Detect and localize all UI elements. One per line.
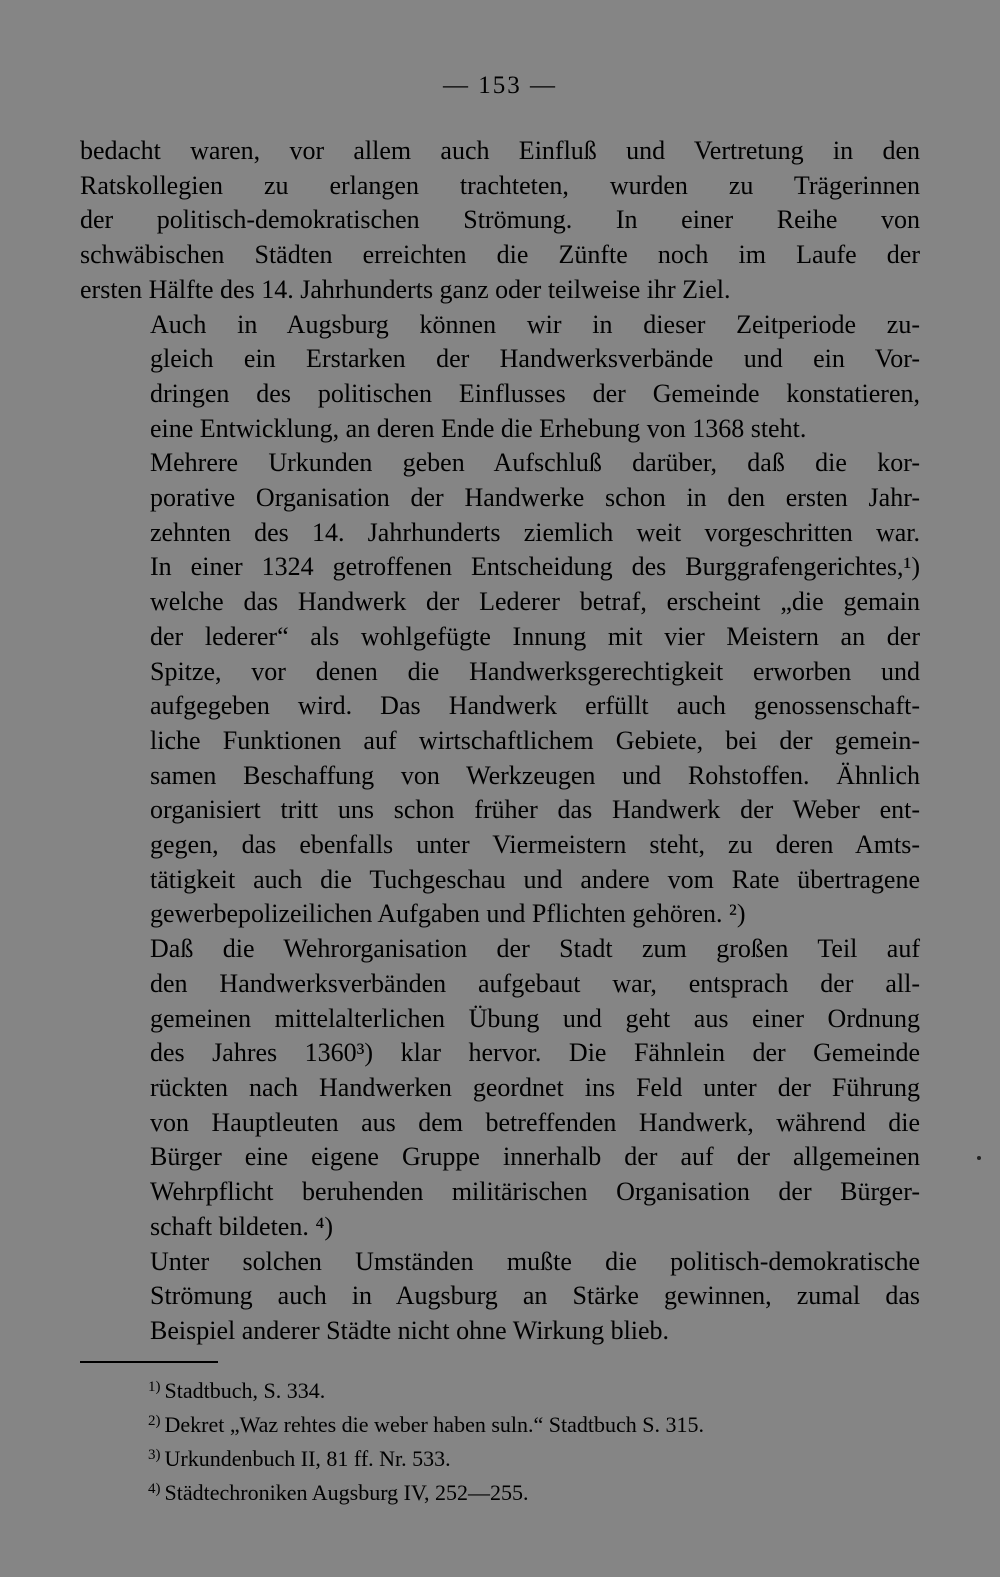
text-line: aufgegeben wird. Das Handwerk erfüllt auch genossenschaft- xyxy=(150,691,920,721)
text-line: zehnten des 14. Jahrhunderts ziemlich weit vorgeschritten war. xyxy=(150,517,920,547)
text-line: rückten nach Handwerken geordnet ins Feld unter der Führung xyxy=(150,1072,920,1102)
text-line: dringen des politischen Einflusses der Gemeinde konstatieren, xyxy=(150,378,920,408)
text-line: des Jahres 1360³) klar hervor. Die Fähnlein der Gemeinde xyxy=(150,1038,920,1068)
footnote xyxy=(148,1440,928,1474)
text-line: Wehrpflicht beruhenden militärischen Organisation der Bürger- xyxy=(150,1177,920,1207)
text-line: Daß die Wehrorganisation der Stadt zum großen Teil auf xyxy=(150,934,920,964)
text-line: Auch in Augsburg können wir in dieser Zeitperiode zu- xyxy=(150,309,920,339)
margin-speck xyxy=(977,1156,981,1160)
text-line: porative Organisation der Handwerke schon in den ersten Jahr- xyxy=(150,483,920,513)
footnote xyxy=(148,1474,928,1508)
text-line: Beispiel anderer Städte nicht ohne Wirkung blieb. xyxy=(150,1315,670,1345)
text-line: ersten Hälfte des 14. Jahrhunderts ganz oder teilweise ihr Ziel. xyxy=(80,274,731,304)
paragraph xyxy=(80,134,920,308)
text-line: schwäbischen Städten erreichten die Zünfte noch im Laufe der xyxy=(80,240,920,270)
text-line: samen Beschaffung von Werkzeugen und Rohstoffen. Ähnlich xyxy=(150,760,920,790)
text-line: In einer 1324 getroffenen Entscheidung des Burggrafengerichtes,¹) xyxy=(150,552,920,582)
text-line: Bürger eine eigene Gruppe innerhalb der auf der allgemeinen xyxy=(150,1142,920,1172)
footnote-separator xyxy=(80,1361,218,1363)
text-line: gleich ein Erstarken der Handwerksverbände und ein Vor- xyxy=(150,344,920,374)
text-line: Mehrere Urkunden geben Aufschluß darüber, daß die kor- xyxy=(150,448,920,478)
page-number: — 153 — xyxy=(443,72,557,99)
footnote-text: Dekret „Waz rehtes die weber haben suln.“ Stadtbuch S. 315. xyxy=(164,1412,704,1437)
footnote-mark: 4) xyxy=(148,1481,161,1497)
text-line: Strömung auch in Augsburg an Stärke gewinnen, zumal das xyxy=(150,1281,920,1311)
footnote-mark: 3) xyxy=(148,1447,161,1463)
footnote-mark: 2) xyxy=(148,1413,161,1429)
text-line: der lederer“ als wohlgefügte Innung mit vier Meistern an der xyxy=(150,621,920,651)
text-line: von Hauptleuten aus dem betreffenden Handwerk, während die xyxy=(150,1107,920,1137)
text-line: Unter solchen Umständen mußte die politisch-demokratische xyxy=(150,1246,920,1276)
text-line: welche das Handwerk der Lederer betraf, erscheint „die gemain xyxy=(150,587,920,617)
text-line: organisiert tritt uns schon früher das Handwerk der Weber ent- xyxy=(150,795,920,825)
footnote xyxy=(148,1406,928,1440)
footnote-text: Stadtbuch, S. 334. xyxy=(164,1378,326,1403)
text-line: liche Funktionen auf wirtschaftlichem Gebiete, bei der gemein- xyxy=(150,725,920,755)
body-text xyxy=(80,134,920,1349)
text-line: gewerbepolizeilichen Aufgaben und Pflichten gehören. ²) xyxy=(150,899,746,929)
paragraph xyxy=(80,1245,920,1349)
text-line: gegen, das ebenfalls unter Viermeistern steht, zu deren Amts- xyxy=(150,830,920,860)
paragraph xyxy=(80,932,920,1244)
footnote-text: Städtechroniken Augsburg IV, 252—255. xyxy=(164,1480,529,1505)
text-line: Ratskollegien zu erlangen trachteten, wurden zu Trägerinnen xyxy=(80,170,920,200)
footnotes xyxy=(148,1372,928,1508)
text-line: eine Entwicklung, an deren Ende die Erhebung von 1368 steht. xyxy=(150,413,807,443)
text-line: schaft bildeten. ⁴) xyxy=(150,1211,334,1241)
footnote xyxy=(148,1372,928,1406)
text-line: gemeinen mittelalterlichen Übung und geht aus einer Ordnung xyxy=(150,1003,920,1033)
footnote-mark: 1) xyxy=(148,1379,161,1395)
footnote-text: Urkundenbuch II, 81 ff. Nr. 533. xyxy=(164,1446,451,1471)
text-line: der politisch-demokratischen Strömung. In einer Reihe von xyxy=(80,205,920,235)
text-line: Spitze, vor denen die Handwerksgerechtigkeit erworben und xyxy=(150,656,920,686)
paragraph xyxy=(80,308,920,447)
text-line: tätigkeit auch die Tuchgeschau und andere vom Rate übertragene xyxy=(150,864,920,894)
text-line: bedacht waren, vor allem auch Einfluß und Vertretung in den xyxy=(80,136,920,165)
text-line: den Handwerksverbänden aufgebaut war, entsprach der all- xyxy=(150,968,920,998)
paragraph xyxy=(80,446,920,932)
